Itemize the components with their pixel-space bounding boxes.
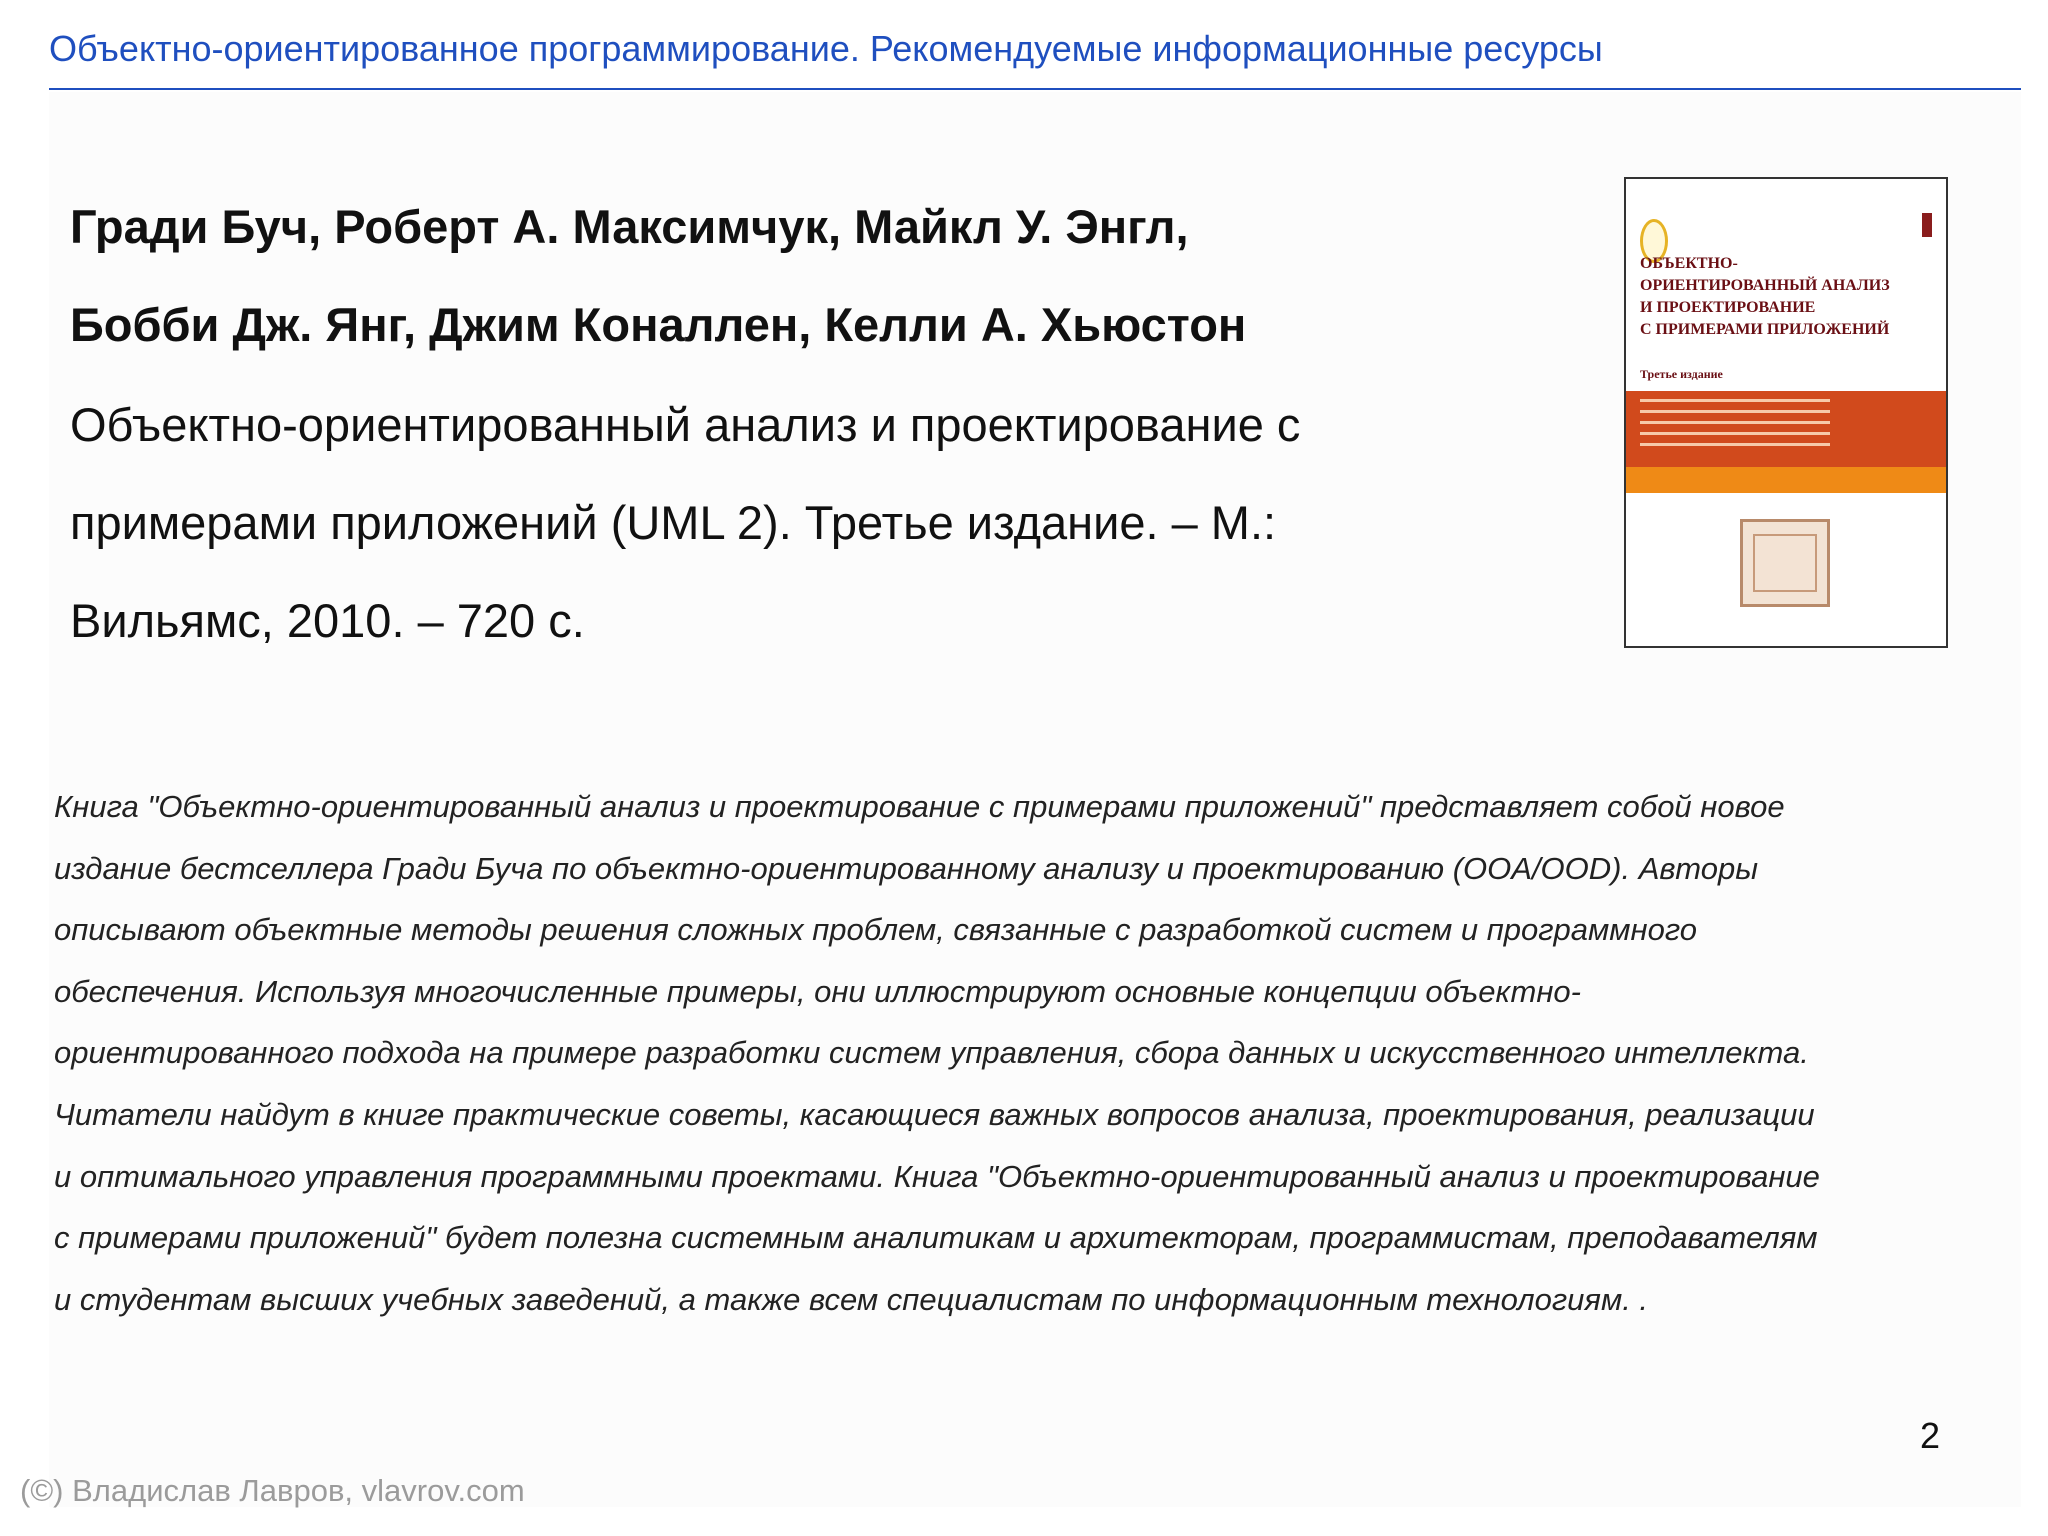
slide-title: Объектно-ориентированное программирование. Рекомендуемые информационные ресурсы	[49, 28, 1603, 69]
annotation-line: обеспечения. Используя многочисленные примеры, они иллюстрируют основные концепции объектно-	[54, 973, 1581, 1009]
book-annotation	[54, 776, 2014, 1330]
annotation-line: и оптимального управления программными проектами. Книга "Объектно-ориентированный анализ и проектирование	[54, 1158, 1820, 1194]
page-number: 2	[1919, 1415, 1940, 1456]
title-divider	[49, 88, 2021, 90]
annotation-line: Книга "Объектно-ориентированный анализ и проектирование с примерами приложений" представляет собой новое	[54, 789, 1785, 824]
book-authors	[70, 178, 1570, 374]
cover-edition: Третье издание	[1640, 367, 1723, 381]
cover-accent-band	[1626, 467, 1946, 493]
annotation-line: Читатели найдут в книге практические советы, касающиеся важных вопросов анализа, проектирования, реализации	[54, 1096, 1815, 1132]
authors-line: Бобби Дж. Янг, Джим Коналлен, Келли А. Хьюстон	[70, 298, 1247, 351]
book-citation	[70, 376, 1570, 670]
authors-line: Гради Буч, Роберт А. Максимчук, Майкл У. Энгл,	[70, 200, 1189, 253]
cover-series-emblem	[1740, 519, 1830, 607]
annotation-line: с примерами приложений" будет полезна системным аналитикам и архитекторам, программистам, преподавателям	[54, 1220, 1818, 1256]
citation-line: примерами приложений (UML 2). Третье издание. – М.:	[70, 496, 1277, 549]
publisher-logo-icon	[1922, 213, 1932, 237]
book-cover-image	[1624, 177, 1948, 648]
cover-author-lines	[1640, 399, 1830, 454]
citation-line: Объектно-ориентированный анализ и проектирование с	[70, 398, 1301, 451]
copyright-notice: (©) Владислав Лавров, vlavrov.com	[20, 1473, 525, 1508]
cover-title: ОБЪЕКТНО- ОРИЕНТИРОВАННЫЙ АНАЛИЗ И ПРОЕКТИРОВАНИЕ С ПРИМЕРАМИ ПРИЛОЖЕНИЙ	[1640, 255, 1890, 338]
citation-line: Вильямс, 2010. – 720 с.	[70, 594, 585, 647]
annotation-line: ориентированного подхода на примере разработки систем управления, сбора данных и искусственного интеллекта.	[54, 1035, 1809, 1071]
annotation-line: описывают объектные методы решения сложных проблем, связанные с разработкой систем и программного	[54, 912, 1698, 948]
annotation-line: издание бестселлера Гради Буча по объектно-ориентированному анализу и проектированию (OOA/OOD). Авторы	[54, 850, 1759, 886]
annotation-line: и студентам высших учебных заведений, а также всем специалистам по информационным технологиям. .	[54, 1281, 1649, 1317]
